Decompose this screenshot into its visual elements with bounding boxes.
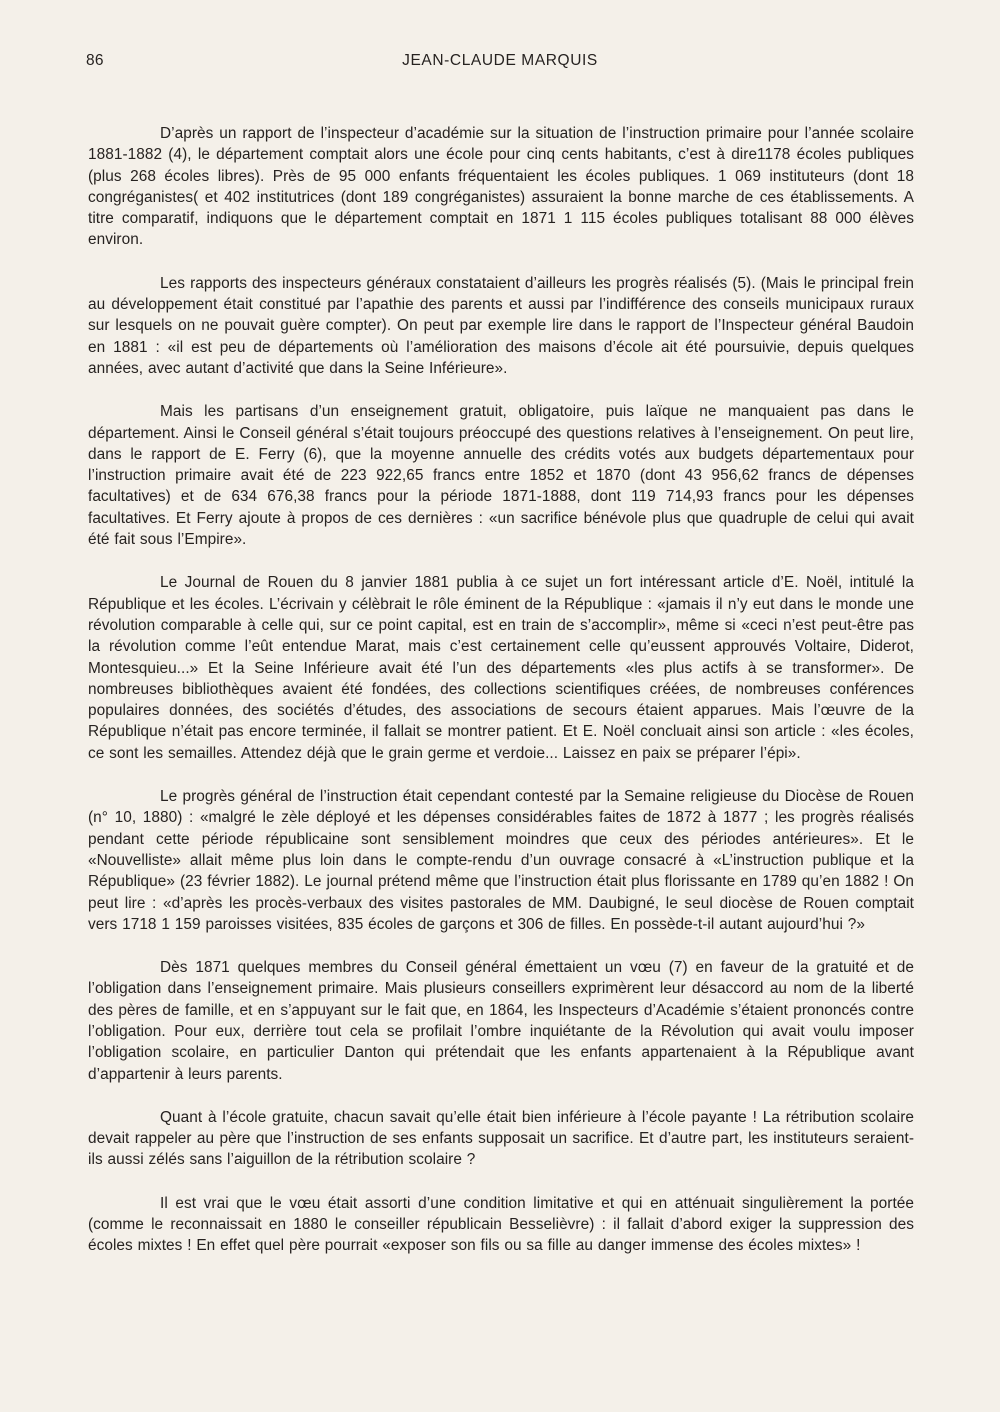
page-number: 86	[86, 52, 104, 69]
paragraph-free-education-supporters: Mais les partisans d’un enseignement gratuit, obligatoire, puis laïque ne manquaient pas dans le département. Ainsi le Conseil général s’était toujours préoccupé des questions relatives à l’enseignement. On peut lire, dans le rapport de E. Ferry (6), que la moyenne annuelle des crédits votés aux budgets départementaux pour l’instruction primaire avait été de 223 922,65 francs entre 1852 et 1870 (dont 43 956,62 francs de dépenses facultatives) et de 634 676,38 francs pour la période 1871-1888, dont 119 714,93 francs pour les dépenses facultatives. Et Ferry ajoute à propos de ces dernières : «un sacrifice bénévole plus que quadruple de celui qui avait été fait sous l’Empire».	[88, 403, 914, 549]
paragraph-mixed-schools: Il est vrai que le vœu était assorti d’une condition limitative et qui en atténuait singulièrement la portée (comme le reconnaissait en 1880 le conseiller républicain Besselièvre) : il fallait d’abord exiger la suppression des écoles mixtes ! En effet quel père pourrait «exposer son fils ou sa fille au danger immense des écoles mixtes» !	[88, 1194, 914, 1255]
paragraph-inspector-reports: Les rapports des inspecteurs généraux constataient d’ailleurs les progrès réalisés (5). (Mais le principal frein au développement était constitué par l’apathie des parents et aussi par l’indifférence des conseils municipaux ruraux sur lesquels on ne pouvait guère compter). On peut par exemple lire dans le rapport de l’Inspecteur général Baudoin en 1881 : «il est peu de départements où l’amélioration des maisons d’école ait été poursuivie, depuis quelques années, avec autant d’activité que dans la Seine Inférieure».	[88, 274, 914, 377]
paragraph-free-school: Quant à l’école gratuite, chacun savait qu’elle était bien inférieure à l’école payante ! La rétribution scolaire devait rappeler au père que l’instruction de ses enfants supposait un sacrifice. Et d’autre part, les instituteurs seraient-ils aussi zélés sans l’aiguillon de la rétribution scolaire ?	[88, 1108, 914, 1169]
paragraph-conseil-general-1871: Dès 1871 quelques membres du Conseil général émettaient un vœu (7) en faveur de la gratuité et de l’obligation dans l’enseignement primaire. Mais plusieurs conseillers exprimèrent leur désaccord au nom de la liberté des pères de famille, et en s’appuyant sur le fait que, en 1864, les Inspecteurs d’Académie s’étaient prononcés contre l’obligation. Pour eux, derrière tout cela se profilait l’ombre inquiétante de la Révolution qui avait voulu imposer l’obligation scolaire, en particulier Danton qui prétendait que les enfants appartenaient à la République avant d’appartenir à leurs parents.	[88, 959, 914, 1083]
paragraph-journal-de-rouen: Le Journal de Rouen du 8 janvier 1881 publia à ce sujet un fort intéressant article d’E. Noël, intitulé la République et les écoles. L’écrivain y célèbrait le rôle éminent de la République : «jamais il n’y eut dans le monde une révolution comparable à celle qui, sur ce point capital, est en train de s’accomplir», même si «ceci n’est peut-être pas la révolution comme l’eût entendue Marat, mais c’est certainement celle qu’eussent approuvés Voltaire, Diderot, Montesquieu...» Et la Seine Inférieure avait été l’un des départements «les plus actifs à se transformer». De nombreuses bibliothèques avaient été fondées, des collections scientifiques créées, de nombreuses conférences populaires données, des sociétés d’études, des associations de secours étaient apparues. Mais l’œuvre de la République n’était pas encore terminée, il fallait se montrer patient. Et E. Noël concluait ainsi son article : «les écoles, ce sont les semailles. Attendez déjà que le grain germe et verdoie... Laissez en paix se préparer l’épi».	[88, 574, 914, 762]
running-title: JEAN-CLAUDE MARQUIS	[402, 52, 598, 69]
body-text	[88, 123, 914, 1257]
paragraph-semaine-religieuse: Le progrès général de l’instruction était cependant contesté par la Semaine religieuse du Diocèse de Rouen (n° 10, 1880) : «malgré le zèle déployé et les dépenses considérables faites de 1872 à 1877 ; les progrès réalisés pendant cette période républicaine sont sensiblement moindres que ceux des périodes antérieures». Et le «Nouvelliste» allait même plus loin dans le compte-rendu d’un ouvrage consacré à «L’instruction publique et la République» (23 février 1882). Le journal prétend même que l’instruction était plus florissante en 1789 qu’en 1882 ! On peut lire : «d’après les procès-verbaux des visites pastorales de MM. Daubigné, le seul diocèse de Rouen comptait vers 1718 1 159 paroisses visitées, 835 écoles de garçons et 306 de filles. En possède-t-il autant aujourd’hui ?»	[88, 788, 914, 933]
paragraph-school-statistics: D’après un rapport de l’inspecteur d’académie sur la situation de l’instruction primaire pour l’année scolaire 1881-1882 (4), le département comptait alors une école pour cinq cents habitants, c’est à dire1178 écoles publiques (plus 268 écoles libres). Près de 95 000 enfants fréquentaient les écoles publiques. 1 069 instituteurs (dont 18 congréganistes( et 402 institutrices (dont 189 congréganistes) assuraient la bonne marche de ces établissements. A titre comparatif, indiquons que le département comptait en 1871 1 115 écoles publiques totalisant 88 000 élèves environ.	[88, 125, 914, 249]
